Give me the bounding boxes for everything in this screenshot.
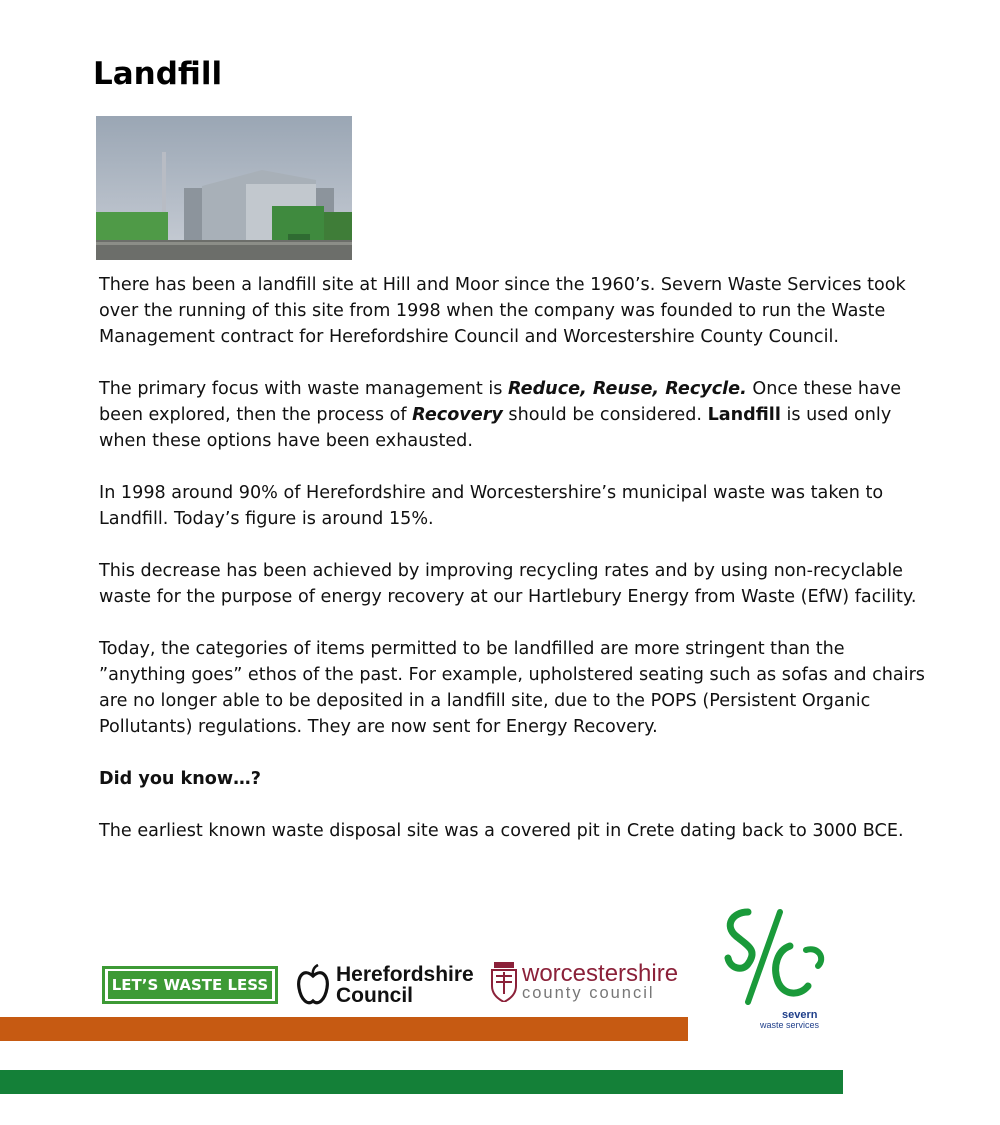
worcestershire-logo-sub: county council <box>522 984 655 1002</box>
paragraph-statistics: In 1998 around 90% of Herefordshire and Worcestershire’s municipal waste was taken to Landfill. Today’s figure is around 15%. <box>99 483 884 529</box>
article-body <box>99 272 931 844</box>
paragraph-waste-hierarchy: The primary focus with waste management is Reduce, Reuse, Recycle. Once these have been explored, then the process of Recovery should be considered. Landfill is used only when these options have been exhausted. <box>99 379 902 451</box>
paragraph-energy-recovery: This decrease has been achieved by improving recycling rates and by using non-recyclable waste for the purpose of energy recovery at our Hartlebury Energy from Waste (EfW) facility. <box>99 561 917 607</box>
orange-footer-bar <box>0 1017 688 1041</box>
worcestershire-council-logo <box>490 960 690 1006</box>
green-footer-bar <box>0 1070 843 1094</box>
page-title: Landfill <box>93 56 223 92</box>
paragraph-regulations: Today, the categories of items permitted to be landfilled are more stringent than the ”anything goes” ethos of the past. For example, upholstered seating such as sofas and chairs are no longer able to be deposited in a landfill site, due to the POPS (Persistent Organic Pollutants) regulations. They are now sent for Energy Recovery. <box>99 639 925 737</box>
herefordshire-council-logo <box>296 962 486 1008</box>
severn-emblem-icon <box>718 906 830 1006</box>
severn-logo-name: severn <box>782 1009 818 1021</box>
lets-waste-less-logo <box>102 966 278 1004</box>
herefordshire-logo-line2: Council <box>336 984 413 1007</box>
severn-waste-services-logo <box>718 906 830 1030</box>
crest-icon <box>490 962 518 1002</box>
facility-photo <box>96 116 352 260</box>
paragraph-fact: The earliest known waste disposal site was a covered pit in Crete dating back to 3000 BCE. <box>99 821 904 841</box>
lets-waste-less-label: LET’S WASTE LESS <box>108 971 272 999</box>
severn-logo-sub: waste services <box>760 1020 820 1030</box>
herefordshire-logo-line1: Herefordshire <box>336 963 474 986</box>
paragraph-history: There has been a landfill site at Hill and Moor since the 1960’s. Severn Waste Services took over the running of this site from 1998 when the company was founded to run the Waste Management contract for Herefordshire Council and Worcestershire County Council. <box>99 275 906 347</box>
did-you-know-heading: Did you know…? <box>99 769 261 789</box>
apple-icon <box>296 964 330 1006</box>
worcestershire-logo-name: worcestershire <box>522 960 679 987</box>
facility-photo-image <box>96 116 352 260</box>
